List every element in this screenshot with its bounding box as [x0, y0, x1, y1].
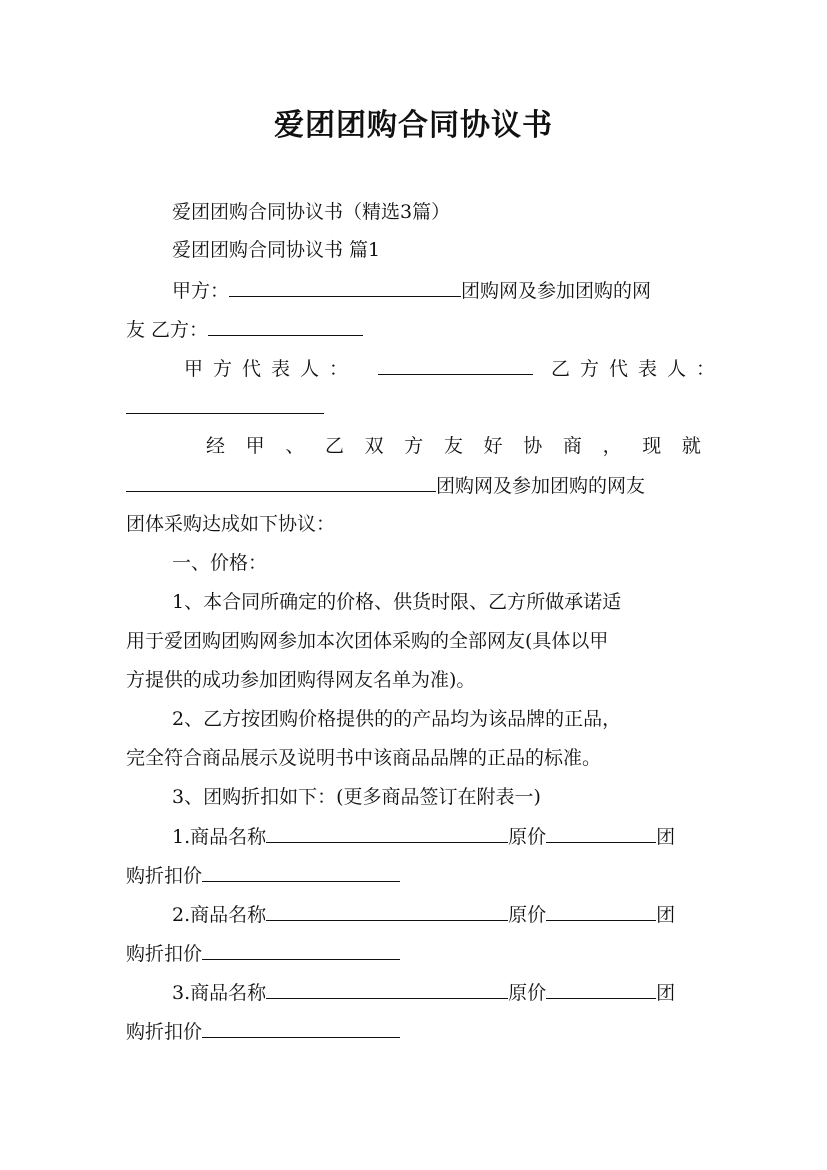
intro-word: 乙: [324, 435, 344, 457]
rep-b-label: 乙方代表人：: [551, 358, 726, 380]
clause-1-line-2: 用于爱团购团购网参加本次团体采购的全部网友(具体以甲: [126, 630, 609, 652]
intro-word: 协: [523, 435, 543, 457]
item-disc-blank: [202, 940, 400, 960]
item-orig-label: 原价: [508, 826, 547, 848]
intro-word: 、: [285, 435, 305, 457]
intro-line-3: 团体采购达成如下协议：: [126, 513, 336, 535]
item-orig-blank: [546, 823, 656, 843]
item-2-line-2: [126, 940, 701, 967]
item-3-line-1: [172, 979, 701, 1006]
item-tuan-label: 团: [656, 904, 676, 926]
intro-word: 好: [483, 435, 503, 457]
item-name-label: 2.商品名称: [172, 904, 267, 926]
intro-word: ，: [602, 435, 622, 457]
intro-word: 甲: [245, 435, 265, 457]
subtitle: 爱团团购合同协议书（精选3篇）: [172, 201, 451, 223]
clause-1-line-3: 方提供的成功参加团购得网友名单为准)。: [126, 669, 476, 691]
item-3-line-2: [126, 1018, 701, 1045]
intro-word: 商: [562, 435, 582, 457]
intro-word: 经: [206, 435, 226, 457]
clause-2-line-1: 2、乙方按团购价格提供的的产品均为该品牌的正品，: [172, 708, 622, 730]
clause-1-line-1: 1、本合同所确定的价格、供货时限、乙方所做承诺适: [172, 591, 622, 613]
item-orig-label: 原价: [508, 904, 547, 926]
item-orig-blank: [546, 901, 656, 921]
intro-blank: [126, 472, 436, 492]
item-disc-blank: [202, 862, 400, 882]
party-a-suffix: 团购网及参加团购的网: [461, 280, 652, 302]
intro-line-1: [206, 433, 701, 459]
item-name-blank: [266, 823, 508, 843]
party-b-label: 友 乙方：: [126, 319, 209, 341]
party-a-blank: [229, 277, 461, 297]
item-name-blank: [266, 901, 508, 921]
intro-word: 友: [443, 435, 463, 457]
item-tuan-label: 团: [656, 982, 676, 1004]
intro-suffix: 团购网及参加团购的网友: [436, 475, 646, 497]
item-orig-label: 原价: [508, 982, 547, 1004]
section-price: 一、价格：: [172, 552, 268, 574]
item-disc-label: 购折扣价: [126, 865, 203, 887]
item-disc-label: 购折扣价: [126, 1021, 203, 1043]
intro-line-2: [126, 472, 701, 499]
item-disc-label: 购折扣价: [126, 943, 203, 965]
page-title: 爱团团购合同协议书: [274, 108, 553, 143]
representatives-line: [184, 355, 726, 382]
intro-word: 现: [642, 435, 662, 457]
party-a-line: [172, 277, 701, 304]
item-2-line-1: [172, 901, 701, 928]
clause-2-line-2: 完全符合商品展示及说明书中该商品品牌的正品的标准。: [126, 747, 602, 769]
party-b-blank: [208, 316, 363, 336]
item-1-line-2: [126, 862, 701, 889]
item-name-blank: [266, 979, 508, 999]
item-name-label: 3.商品名称: [172, 982, 267, 1004]
rep-a-label: 甲方代表人：: [184, 358, 359, 380]
item-disc-blank: [202, 1018, 400, 1038]
rep-b-line: [126, 394, 701, 421]
item-tuan-label: 团: [656, 826, 676, 848]
item-1-line-1: [172, 823, 701, 850]
intro-word: 就: [681, 435, 701, 457]
rep-b-blank: [126, 394, 324, 414]
intro-word: 双: [364, 435, 384, 457]
clause-3: 3、团购折扣如下：(更多商品签订在附表一): [172, 786, 541, 808]
item-orig-blank: [546, 979, 656, 999]
party-a-label: 甲方：: [172, 280, 230, 302]
item-name-label: 1.商品名称: [172, 826, 267, 848]
rep-a-blank: [378, 355, 533, 375]
party-b-line: [126, 316, 701, 343]
section-heading: 爱团团购合同协议书 篇1: [172, 239, 381, 261]
intro-word: 方: [404, 435, 424, 457]
